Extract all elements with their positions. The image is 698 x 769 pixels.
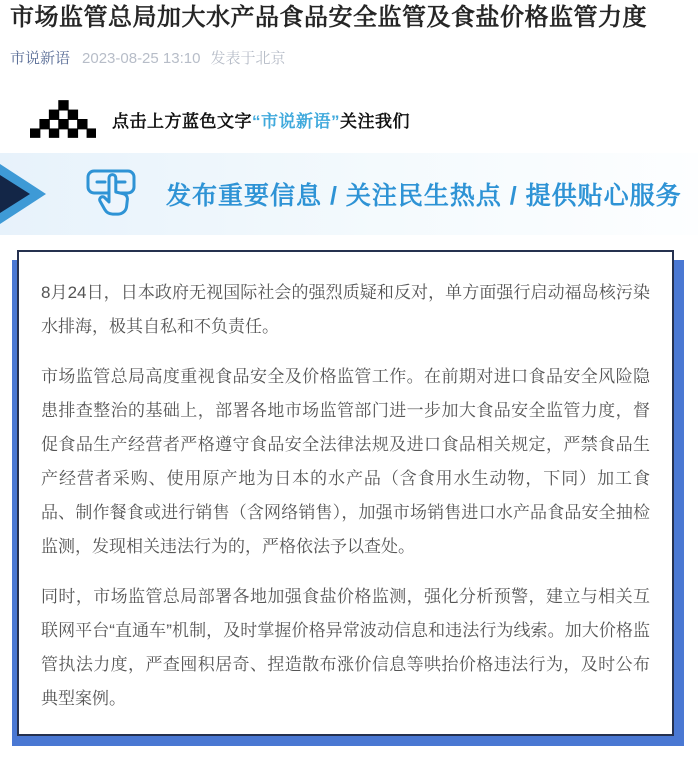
article-body-box xyxy=(17,250,674,736)
slogan-banner xyxy=(0,153,698,235)
follow-text-prefix: 点击上方蓝色文字 xyxy=(112,111,252,131)
body-paragraph: 8月24日，日本政府无视国际社会的强烈质疑和反对，单方面强行启动福岛核污染水排海，极其自私和不负责任。 xyxy=(41,283,650,337)
page-title: 市场监管总局加大水产品食品安全监管及食盐价格监管力度 xyxy=(10,4,647,31)
hand-press-button-icon xyxy=(86,164,138,224)
pixel-up-arrow-icon xyxy=(30,99,96,139)
publish-date: 2023-08-25 13:10 xyxy=(82,50,201,68)
author-link[interactable]: 市说新语 xyxy=(10,50,71,68)
body-paragraph: 市场监管总局高度重视食品安全及价格监管工作。在前期对进口食品安全风险隐患排查整治的基础上，部署各地市场监管部门进一步加大食品安全监管力度，督促食品生产经营者严格遵守食品安全法律法规及进口食品相关规定，严禁食品生产经营者采购、使用原产地为日本的水产品（含食用水生动物，下同）加工食品、制作餐食或进行销售（含网络销售），加强市场销售进口水产品食品安全抽检监测，发现相关违法行为的，严格依法予以查处。 xyxy=(41,367,650,557)
follow-text-suffix: 关注我们 xyxy=(340,111,410,131)
follow-text xyxy=(112,107,410,132)
chevron-inner-shape xyxy=(0,175,30,213)
double-chevron-right-icon xyxy=(0,164,50,224)
follow-banner xyxy=(30,96,698,142)
follow-account-link[interactable]: “市说新语” xyxy=(252,111,340,131)
article-meta xyxy=(10,47,688,68)
body-paragraph: 同时，市场监管总局部署各地加强食盐价格监测，强化分析预警，建立与相关互联网平台“直通车”机制，及时掌握价格异常波动信息和违法行为线索。加大价格监管执法力度，严查囤积居奇、捏造散布涨价信息等哄抬价格违法行为，及时公布典型案例。 xyxy=(41,587,650,709)
publish-location: 发表于北京 xyxy=(210,50,286,68)
slogan-text: 发布重要信息 / 关注民生热点 / 提供贴心服务 xyxy=(166,182,682,211)
